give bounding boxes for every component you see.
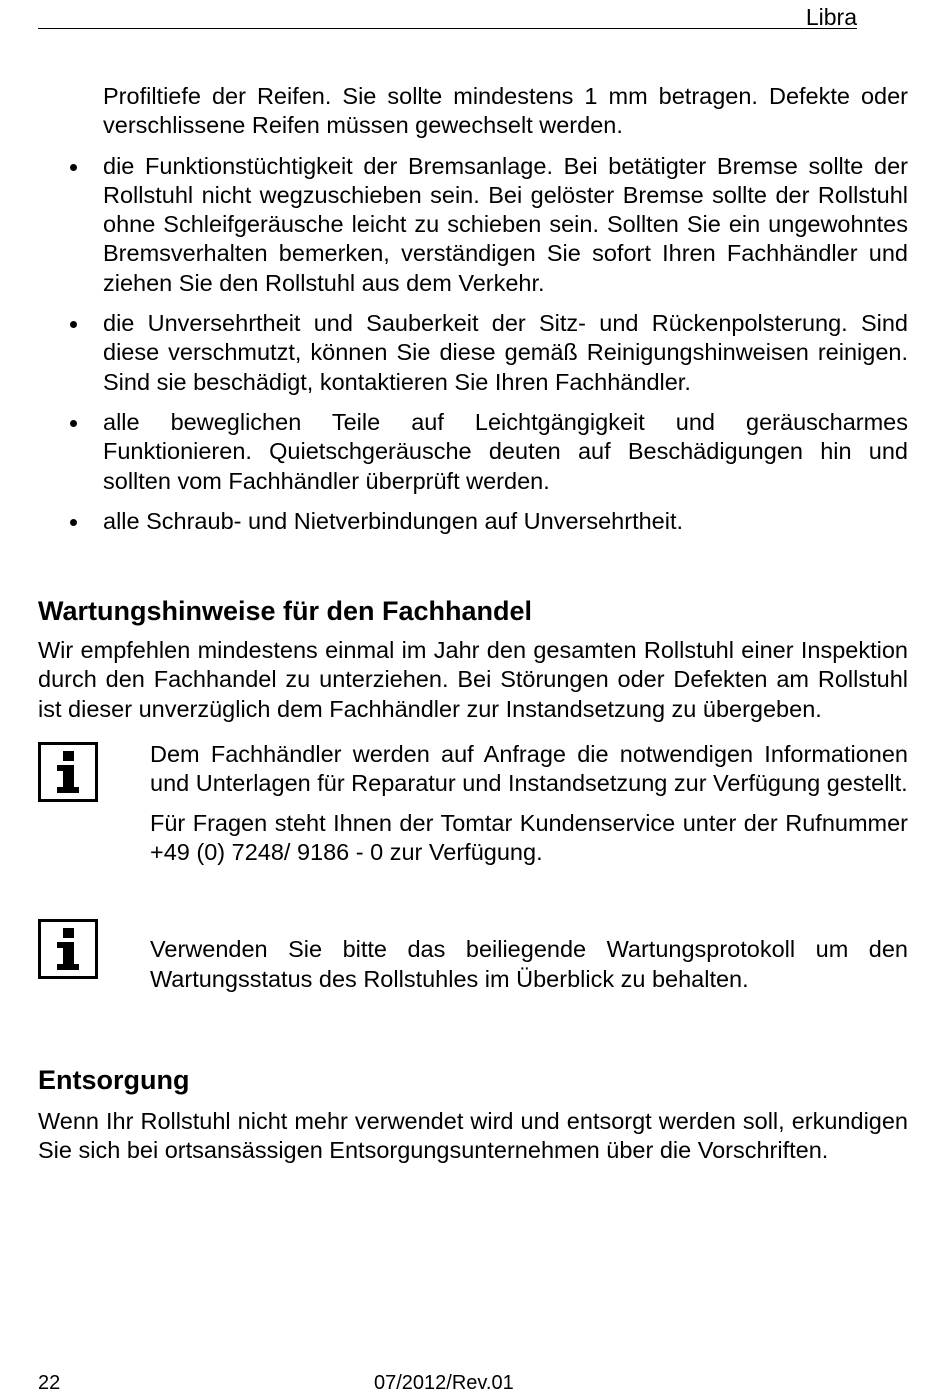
list-continuation: Profiltiefe der Reifen. Sie sollte mindestens 1 mm betragen. Defekte oder verschlissene Reifen müssen gewechselt werden. — [103, 83, 908, 139]
notice-text: Dem Fachhändler werden auf Anfrage die notwendigen Informationen und Unterlagen für Reparatur und Instandsetzung zur Verfügung gestellt. — [150, 741, 908, 797]
list-item-text: die Unversehrtheit und Sauberkeit der Sitz- und Rückenpolsterung. Sind diese verschmutzt, können Sie diese gemäß Reinigungshinweisen reinigen. Sind sie beschädigt, kontaktieren Sie Ihren Fachhändler. — [103, 310, 908, 395]
notice-text: Verwenden Sie bitte das beiliegende Wartungsprotokoll um den Wartungsstatus des Rollstuhles im Überblick zu behalten. — [150, 936, 908, 992]
disposal-paragraph: Wenn Ihr Rollstuhl nicht mehr verwendet wird und entsorgt werden soll, erkundigen Sie sich bei ortsansässigen Entsorgungsunternehmen über die Vorschriften. — [38, 1107, 908, 1164]
notice-text-contact: Für Fragen steht Ihnen der Tomtar Kundenservice unter der Rufnummer +49 (0) 7248/ 9186 - 0 zur Verfügung. — [150, 809, 908, 865]
info-icon — [38, 742, 98, 802]
list-item-text: alle Schraub- und Nietverbindungen auf Unversehrtheit. — [103, 507, 684, 534]
bullet-icon — [70, 519, 77, 526]
list-item — [38, 309, 908, 397]
bullet-icon — [70, 164, 77, 171]
bullet-icon — [70, 321, 77, 328]
header-title: Libra — [805, 4, 857, 30]
list-item — [38, 408, 908, 496]
page-content — [38, 82, 908, 1165]
section-heading-disposal: Entsorgung — [38, 1064, 190, 1095]
revision-label: 07/2012/Rev.01 — [374, 1372, 514, 1394]
info-notice — [38, 740, 908, 867]
header-divider — [38, 28, 857, 29]
list-item — [38, 152, 908, 298]
maintenance-paragraph: Wir empfehlen mindestens einmal im Jahr den gesamten Rollstuhl einer Inspektion durch den Fachhandel zu unterziehen. Bei Störungen oder Defekten am Rollstuhl ist dieser unverzüglich dem Fachhändler zur Instandsetzung zu übergeben. — [38, 637, 908, 722]
list-item — [38, 507, 908, 536]
info-notice — [38, 935, 908, 994]
list-item-text: die Funktionstüchtigkeit der Bremsanlage. Bei betätigter Bremse sollte der Rollstuhl nicht wegzuschieben sein. Bei gelöster Bremse sollte der Rollstuhl ohne Schleifgeräusche leicht zu schieben sein. Sollten Sie ein ungewohntes Bremsverhalten bemerken, verständigen Sie sofort Ihren Fachhändler und ziehen Sie den Rollstuhl aus dem Verkehr. — [103, 152, 908, 296]
section-heading-maintenance: Wartungshinweise für den Fachhandel — [38, 596, 533, 627]
list-item-text: alle beweglichen Teile auf Leichtgängigkeit und geräuscharmes Funktionieren. Quietschgeräusche deuten auf Beschädigungen hin und sollten vom Fachhändler überprüft werden. — [103, 408, 908, 494]
page-number: 22 — [38, 1372, 61, 1394]
checklist — [38, 152, 908, 537]
info-icon — [38, 919, 98, 979]
bullet-icon — [70, 420, 77, 427]
